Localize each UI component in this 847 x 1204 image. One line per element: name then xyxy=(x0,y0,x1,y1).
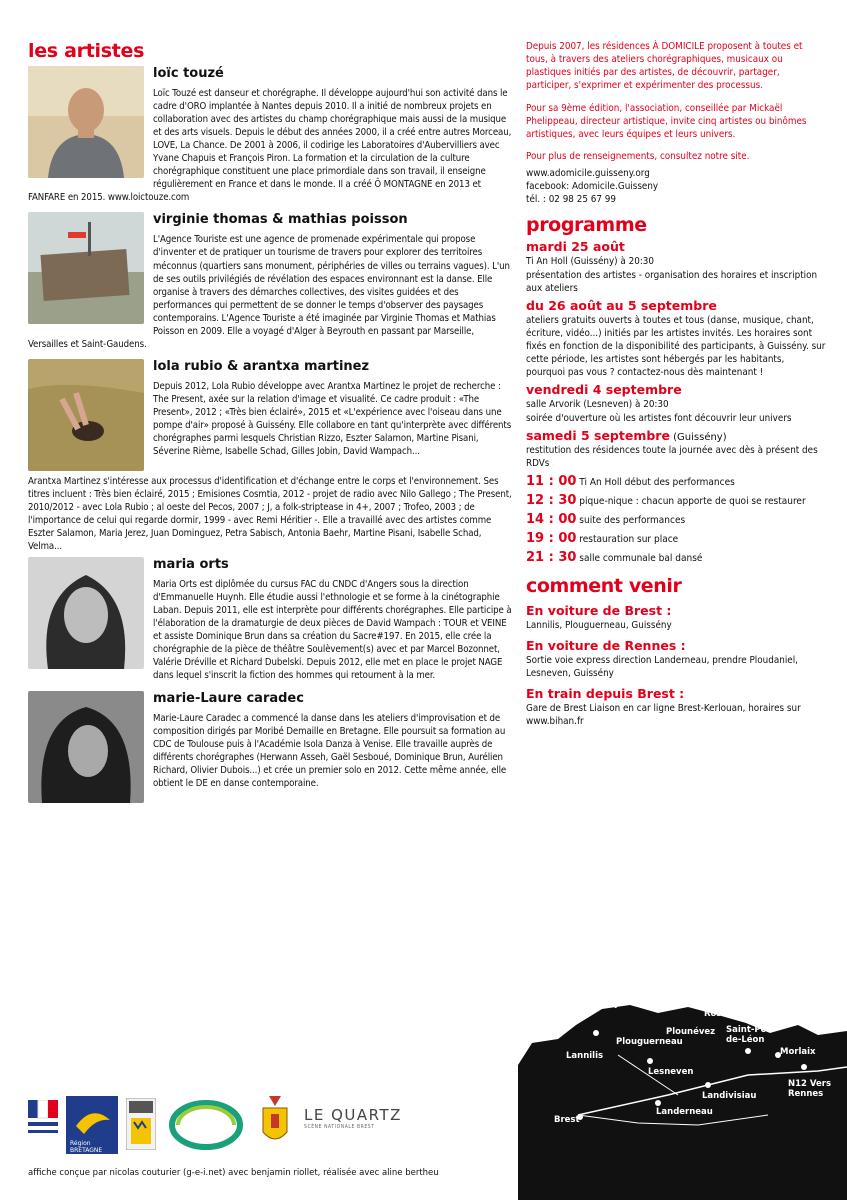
slot-text: pique-nique : chacun apporte de quoi se restaurer xyxy=(579,495,806,507)
map-label: Brest xyxy=(554,1115,580,1125)
how-text: Sortie voie express direction Landerneau, prendre Ploudaniel, Lesneven, Guissény xyxy=(526,655,798,680)
quartz-logo-sub: SCÈNE NATIONALE BREST xyxy=(304,1124,375,1130)
intro-more-info: Pour plus de renseignements, consultez notre site. xyxy=(526,150,750,162)
slot-time: 14 : 00 xyxy=(526,511,577,527)
artist-photo-agence xyxy=(28,212,144,324)
programme-line: soirée d'ouverture où les artistes font découvrir leur univers xyxy=(526,412,792,424)
map-label: Morlaix xyxy=(780,1047,816,1057)
map-label: Lannilis xyxy=(566,1051,604,1061)
slot-time: 19 : 00 xyxy=(526,530,577,546)
artists-title: les artistes xyxy=(28,40,145,62)
commune-crest-logo xyxy=(260,1096,290,1156)
pays-leon-logo xyxy=(168,1098,244,1156)
slot-time: 11 : 00 xyxy=(526,473,577,489)
website-link[interactable]: www.adomicile.guisseny.org xyxy=(526,168,650,179)
map-label: Guissény xyxy=(576,999,620,1009)
schedule-slot xyxy=(526,493,826,508)
le-quartz-logo xyxy=(304,1106,414,1130)
intro-paragraph: Pour sa 9ème édition, l'association, conseillée par Mickaël Phelippeau, directeur artistique, invite cinq artistes ou binômes artistiques, avec leurs équipes et leurs univers. xyxy=(526,102,807,140)
facebook-link[interactable]: facebook: Adomicile.Guisseny xyxy=(526,181,659,193)
programme-date-label: samedi 5 septembre xyxy=(526,427,670,443)
artist-photo-loic xyxy=(28,66,144,178)
map-label: N12 Vers Rennes xyxy=(788,1079,832,1099)
how-text: Lannilis, Plouguerneau, Guissény xyxy=(526,619,672,631)
schedule-slot xyxy=(526,512,826,527)
artist-name: marie-Laure caradec xyxy=(153,690,304,706)
artist-photo-rubio xyxy=(28,359,144,471)
map-label: Landerneau xyxy=(656,1107,713,1117)
artist-bio: Maria Orts est diplômée du cursus FAC du CNDC d'Angers sous la direction d'Emmanuelle Huynh. Elle étudie aussi l'ethnologie et se forme à la cinétographie Laban. Depuis 2011, elle est interprète pour différents chorégraphes. Elle participe à l'élaboration de la dramaturgie de deux pièces de David Wampach : TOUR et VEINE et assiste Dominique Brun dans sa création du Sacre#197. En 2015, elle crée la chorégraphie de la pièce de théâtre Soulèvement(s) avec et par Marcel Bozonnet, Valérie Dréville et Richard Dubelski. Depuis 2012, elle met en place le projet NAGE dans lequel s'inscrit la fiction des hommes qui retournent à la mer. xyxy=(153,579,512,682)
artist-bio: L'Agence Touriste est une agence de promenade expérimentale qui propose d'inventer et de pratiquer un tourisme de travers pour explorer des territoires méconnus (quartiers sans monument, périphéries de villes ou terrains vagues). L'un de ses outils privilégiés de révélation des espaces environnant est la danse. Elle organise à travers des démarches collectives, des visites guidées et des performances qui permettent de se donner le temps d'observer des paysages contemporains. L'Agence Touriste a été imaginée par Virginie Thomas et Mathias Poisson en 2009. Elle a voyagé d'Alger à Beyrouth en passant par Marseille, Versailles et Saint-Gaudens. xyxy=(28,234,510,350)
artist-photo-orts xyxy=(28,557,144,669)
artist-photo-caradec xyxy=(28,691,144,803)
intro-paragraph: Depuis 2007, les résidences À DOMICILE proposent à toutes et tous, à travers des ateliers chorégraphiques, musicaux ou plastiques initiés par des artistes, de découvrir, partager, participer, s'exprimer et expérimenter des processus. xyxy=(526,41,803,92)
departement-logo xyxy=(126,1098,156,1154)
how-text: Gare de Brest Liaison en car ligne Brest-Kerlouan, horaires sur www.bihan.fr xyxy=(526,703,801,728)
slot-text: Ti An Holl début des performances xyxy=(579,476,735,488)
region-bretagne-logo xyxy=(66,1096,118,1158)
region-map xyxy=(518,995,847,1200)
slot-time: 12 : 30 xyxy=(526,492,577,508)
poster-credit: affiche conçue par nicolas couturier (g-e-i.net) avec benjamin riollet, réalisée avec aline bertheu xyxy=(28,1168,439,1178)
programme-date xyxy=(526,428,826,443)
artist-bio: Marie-Laure Caradec a commencé la danse dans les ateliers d'improvisation et de composition dirigés par Moribé Demaille en Bretagne. Elle poursuit sa formation au CDC de Toulouse puis à l'Académie Isola Danza à Venise. Elle travaille auprès de différents chorégraphes (Herwann Asseh, Gaël Sesboué, Dominique Brun, Aurélien Richard, Olivier Dubois...) et crée un premier solo en 2012. Cette même année, elle obtient le DE en danse contemporaine. xyxy=(153,712,507,789)
partner-logos xyxy=(28,1092,488,1154)
quartz-logo-text: LE QUARTZ xyxy=(304,1106,402,1124)
artist-bio-2: Arantxa Martinez s'intéresse aux processus d'identification et d'échange entre le corps et l'environnement. Ses titres incluent : Très bien éclairé, 2015 ; Emisiones Cosmtia, 2012 - projet de radio avec Nilo Gallego ; The Present, 2010/2012 - avec Lola Rubio ; al oeste del Pecos, 2007 ; J, a folk-striptease in 4+, 2007 ; Trofeo, 2003 ; de l'importance de celui qui regarde dormir, 1999 - avec Remi Héritier -. Elle a travaillé avec des artistes comme Eszter Salamon, Maria Jerez, Juan Dominguez, Petra Sabisch, Antonia Baehr, Martine Pisani, Isabelle Schad, Velma... xyxy=(28,475,512,553)
artist-name: virginie thomas & mathias poisson xyxy=(153,212,408,228)
map-label: Plounévez xyxy=(666,1027,716,1037)
slot-text: salle communale bal dansé xyxy=(579,552,703,564)
artist-thomas-poisson xyxy=(28,212,514,354)
programme-date: du 26 août au 5 septembre xyxy=(526,297,717,313)
how-heading: En train depuis Brest : xyxy=(526,686,685,702)
slot-time: 21 : 30 xyxy=(526,549,577,565)
programme-line: salle Arvorik (Lesneven) à 20:30 xyxy=(526,399,669,411)
republique-logo xyxy=(28,1100,58,1142)
programme-date: mardi 25 août xyxy=(526,239,625,255)
region-logo-text: Région BRETAGNE xyxy=(70,1140,103,1154)
map-label: Roscoff xyxy=(704,1009,740,1019)
artist-name: maria orts xyxy=(153,557,229,573)
programme-date: vendredi 4 septembre xyxy=(526,382,682,398)
contact-block xyxy=(526,167,826,206)
programme-line: ateliers gratuits ouverts à toutes et tous (danse, musique, chant, écriture, vidéo...) initiés par les artistes invités. Les horaires sont fixés en fonction de la disponibilité des participants, à Guissény. sur cette période, les artistes sont hébergés par les habitants, pourquoi pas vous ? contactez-nous dès maintenant ! xyxy=(526,314,826,379)
map-label: Landivisiau xyxy=(702,1091,757,1101)
programme-date-place: (Guissény) xyxy=(669,431,727,443)
programme-line: Ti An Holl (Guissény) à 20:30 xyxy=(526,256,655,268)
schedule-slot xyxy=(526,474,826,489)
map-label: Plouguerneau xyxy=(616,1037,683,1047)
how-heading: En voiture de Rennes : xyxy=(526,638,686,653)
artist-rubio-martinez xyxy=(28,359,514,553)
slot-text: suite des performances xyxy=(579,514,686,526)
artist-name: lola rubio & arantxa martinez xyxy=(153,358,370,374)
artist-caradec xyxy=(28,691,514,809)
artists-column xyxy=(28,40,514,813)
artist-loic xyxy=(28,66,514,208)
how-title: comment venir xyxy=(526,574,682,597)
schedule-slot xyxy=(526,531,826,546)
programme-line: restitution des résidences toute la journée avec dès à présent des RDVs xyxy=(526,444,818,469)
artist-bio: Loïc Touzé est danseur et chorégraphe. Il développe aujourd'hui son activité dans le cadre d'ORO implantée à Nantes depuis 2010. Il a initié de nombreux projets en collaboration avec des artistes du champ chorégraphique mais aussi de la musique et des arts visuels. Depuis le début des années 2000, il a créé entre autres Morceau, LOVE, La Chance. De 2001 à 2006, il codirige les Laboratoires d'Aubervilliers avec Yvane Chapuis et François Piron. La formation et la circulation de la culture chorégraphique constituent une place primordiale dans son travail, il enseigne régulièrement en France et dans le monde. Il a créé Ô MONTAGNE en 2013 et FANFARE en 2015. www.loictouze.com xyxy=(28,88,512,204)
map-label: Saint-Pol de-Léon xyxy=(726,1025,770,1045)
artist-name: loïc touzé xyxy=(153,66,224,81)
map-label: Lesneven xyxy=(648,1067,694,1077)
schedule-slot xyxy=(526,550,826,565)
info-column xyxy=(526,40,826,729)
slot-text: restauration sur place xyxy=(579,533,679,545)
programme-line: présentation des artistes - organisation des horaires et inscription aux ateliers xyxy=(526,269,818,294)
phone-number: tél. : 02 98 25 67 99 xyxy=(526,194,616,206)
programme-title: programme xyxy=(526,214,647,237)
artist-orts xyxy=(28,557,514,686)
artist-bio: Depuis 2012, Lola Rubio développe avec Arantxa Martinez le projet de recherche : The Present, axée sur la relation d'image et visualité. Ce cadre produit : «The Present», 2012 ; «Très bien éclairé», 2015 et «L'expérience avec l'oiseau dans une pompe d'air» proposé à Guissény. Elle collabore en tant qu'interprète avec différents chorégraphes parmi lesquels Christian Rizzo, Eszter Salamon, Martine Pisani, Séverine Rième, Isabelle Schad, Gilles Jobin, David Wampach... xyxy=(153,380,512,458)
how-heading: En voiture de Brest : xyxy=(526,602,672,618)
